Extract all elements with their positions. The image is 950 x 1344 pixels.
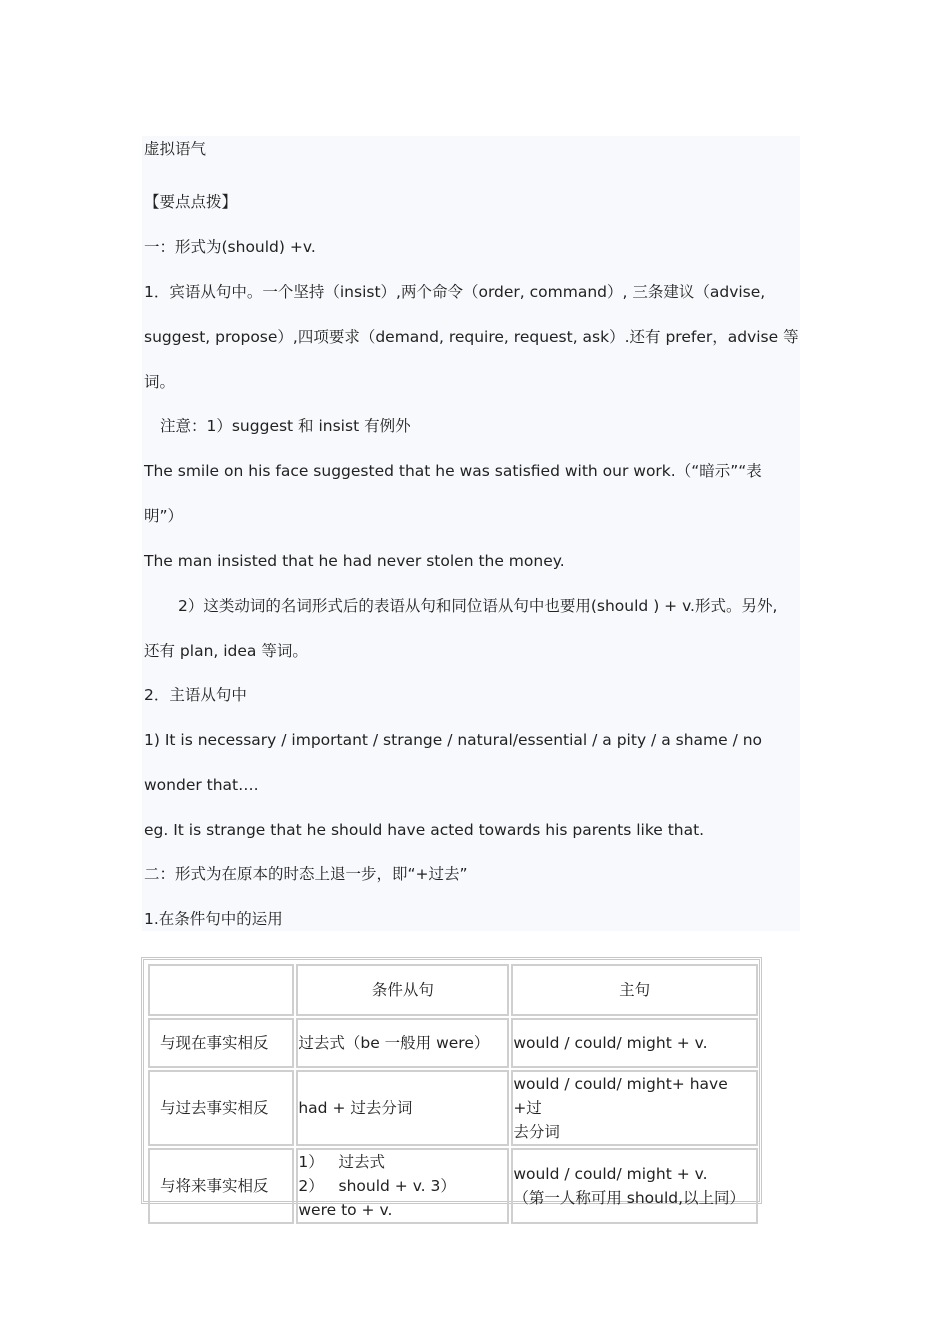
condition-text: were to + v. bbox=[298, 1201, 393, 1219]
text-line: suggest, propose）,四项要求（demand, require, request, ask）.还有 prefer，advise 等 bbox=[144, 328, 799, 346]
main-clause-text: would / could/ might + v. bbox=[513, 1165, 708, 1183]
text-line: 明”） bbox=[144, 507, 184, 525]
condition-cell bbox=[296, 1148, 509, 1224]
text-line: 2）这类动词的名词形式后的表语从句和同位语从句中也要用(should ) + v.形式。另外, bbox=[178, 597, 778, 615]
condition-text: had + 过去分词 bbox=[298, 1099, 413, 1117]
text-line: 2．主语从句中 bbox=[144, 686, 247, 704]
text-line: The smile on his face suggested that he was satisfied with our work.（“暗示”“表 bbox=[144, 462, 762, 480]
text-line: 二：形式为在原本的时态上退一步，即“+过去” bbox=[144, 865, 468, 883]
row-label: 与过去事实相反 bbox=[148, 1070, 294, 1146]
text-line: 还有 plan, idea 等词。 bbox=[144, 642, 308, 660]
section-header: 【要点点拨】 bbox=[144, 193, 238, 211]
text-line: 词。 bbox=[144, 373, 176, 391]
table-row bbox=[148, 1070, 758, 1146]
condition-text: 1） 过去式 bbox=[298, 1153, 386, 1171]
main-clause-text: would / could/ might+ have +过 bbox=[513, 1075, 728, 1117]
conditional-table bbox=[141, 957, 762, 1219]
row-label: 与将来事实相反 bbox=[148, 1148, 294, 1224]
text-line: wonder that…. bbox=[144, 776, 259, 794]
page-title: 虚拟语气 bbox=[144, 140, 207, 158]
table-header-cell bbox=[148, 964, 294, 1016]
main-clause-text: 去分词 bbox=[513, 1123, 560, 1141]
text-line: 1.在条件句中的运用 bbox=[144, 910, 283, 928]
main-clause-text: （第一人称可用 should,以上同） bbox=[513, 1189, 746, 1207]
text-line: 1) It is necessary / important / strange / natural/essential / a pity / a shame / no bbox=[144, 731, 763, 749]
condition-text: 过去式（be 一般用 were） bbox=[298, 1034, 490, 1052]
text-line: 一：形式为(should) +v. bbox=[144, 238, 316, 256]
condition-text: 2） should + v. 3） bbox=[298, 1177, 456, 1195]
conditional-table-grid bbox=[146, 962, 760, 1226]
main-clause-cell bbox=[511, 1148, 758, 1224]
main-clause-text: would / could/ might + v. bbox=[513, 1034, 708, 1052]
main-clause-cell bbox=[511, 1070, 758, 1146]
row-label: 与现在事实相反 bbox=[148, 1018, 294, 1068]
text-line: 注意：1）suggest 和 insist 有例外 bbox=[160, 417, 411, 435]
condition-cell bbox=[296, 1070, 509, 1146]
text-line: eg. It is strange that he should have acted towards his parents like that. bbox=[144, 821, 705, 839]
table-row bbox=[148, 1148, 758, 1224]
table-header-cell: 条件从句 bbox=[296, 964, 509, 1016]
text-line: 1．宾语从句中。一个坚持（insist）,两个命令（order, command）, 三条建议（advise, bbox=[144, 283, 766, 301]
main-clause-cell bbox=[511, 1018, 758, 1068]
table-row bbox=[148, 1018, 758, 1068]
table-header-row bbox=[148, 964, 758, 1016]
table-header-cell: 主句 bbox=[511, 964, 758, 1016]
condition-cell bbox=[296, 1018, 509, 1068]
text-line: The man insisted that he had never stolen the money. bbox=[144, 552, 565, 570]
